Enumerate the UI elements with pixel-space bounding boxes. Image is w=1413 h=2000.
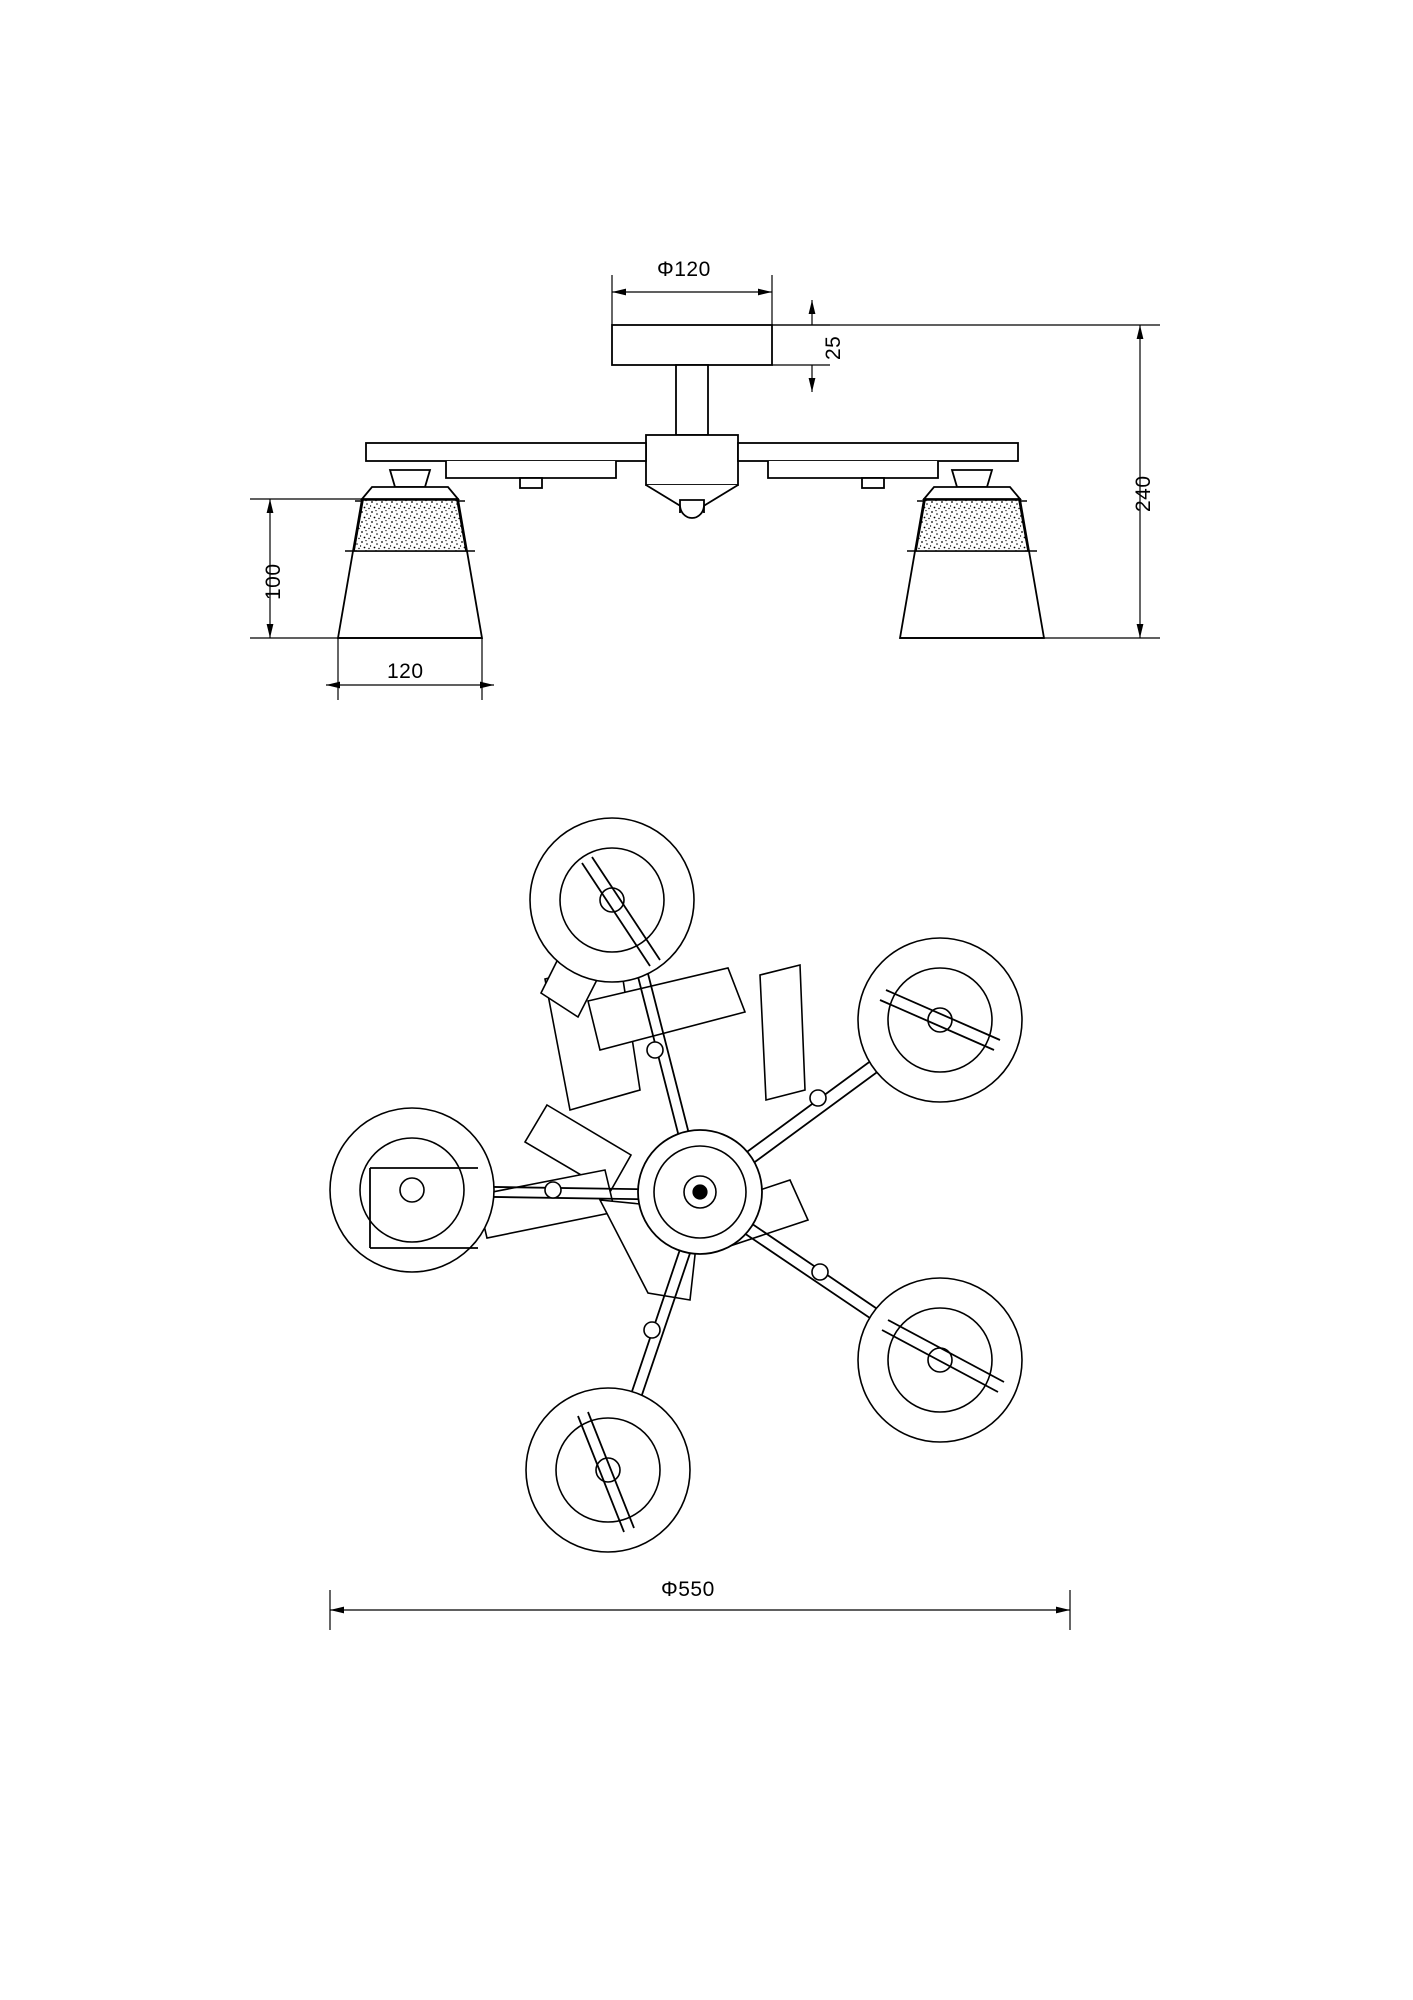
center-stem xyxy=(676,365,708,435)
center-hub-body xyxy=(646,435,738,518)
label-shade-height: 100 xyxy=(262,563,285,600)
label-overall-height: 240 xyxy=(1132,475,1155,512)
plan-shade-bottom-right xyxy=(858,1278,1022,1442)
plan-shade-bottom xyxy=(526,1388,690,1552)
canopy-plate xyxy=(612,325,772,365)
dimension-canopy-diameter xyxy=(612,275,772,325)
front-elevation-view xyxy=(250,275,1160,700)
label-plan-diameter: Φ550 xyxy=(661,1578,715,1601)
bottom-plan-view xyxy=(330,818,1070,1630)
plan-shade-left xyxy=(330,1108,494,1272)
plan-center-hub xyxy=(638,1130,762,1254)
plan-shade-top-left xyxy=(530,818,694,982)
shade-right xyxy=(900,470,1044,638)
label-canopy-height: 25 xyxy=(822,335,845,360)
shade-left xyxy=(338,470,482,638)
plan-shade-top-right xyxy=(858,938,1022,1102)
label-shade-diameter: 120 xyxy=(387,660,424,683)
label-canopy-diameter: Φ120 xyxy=(657,258,711,281)
